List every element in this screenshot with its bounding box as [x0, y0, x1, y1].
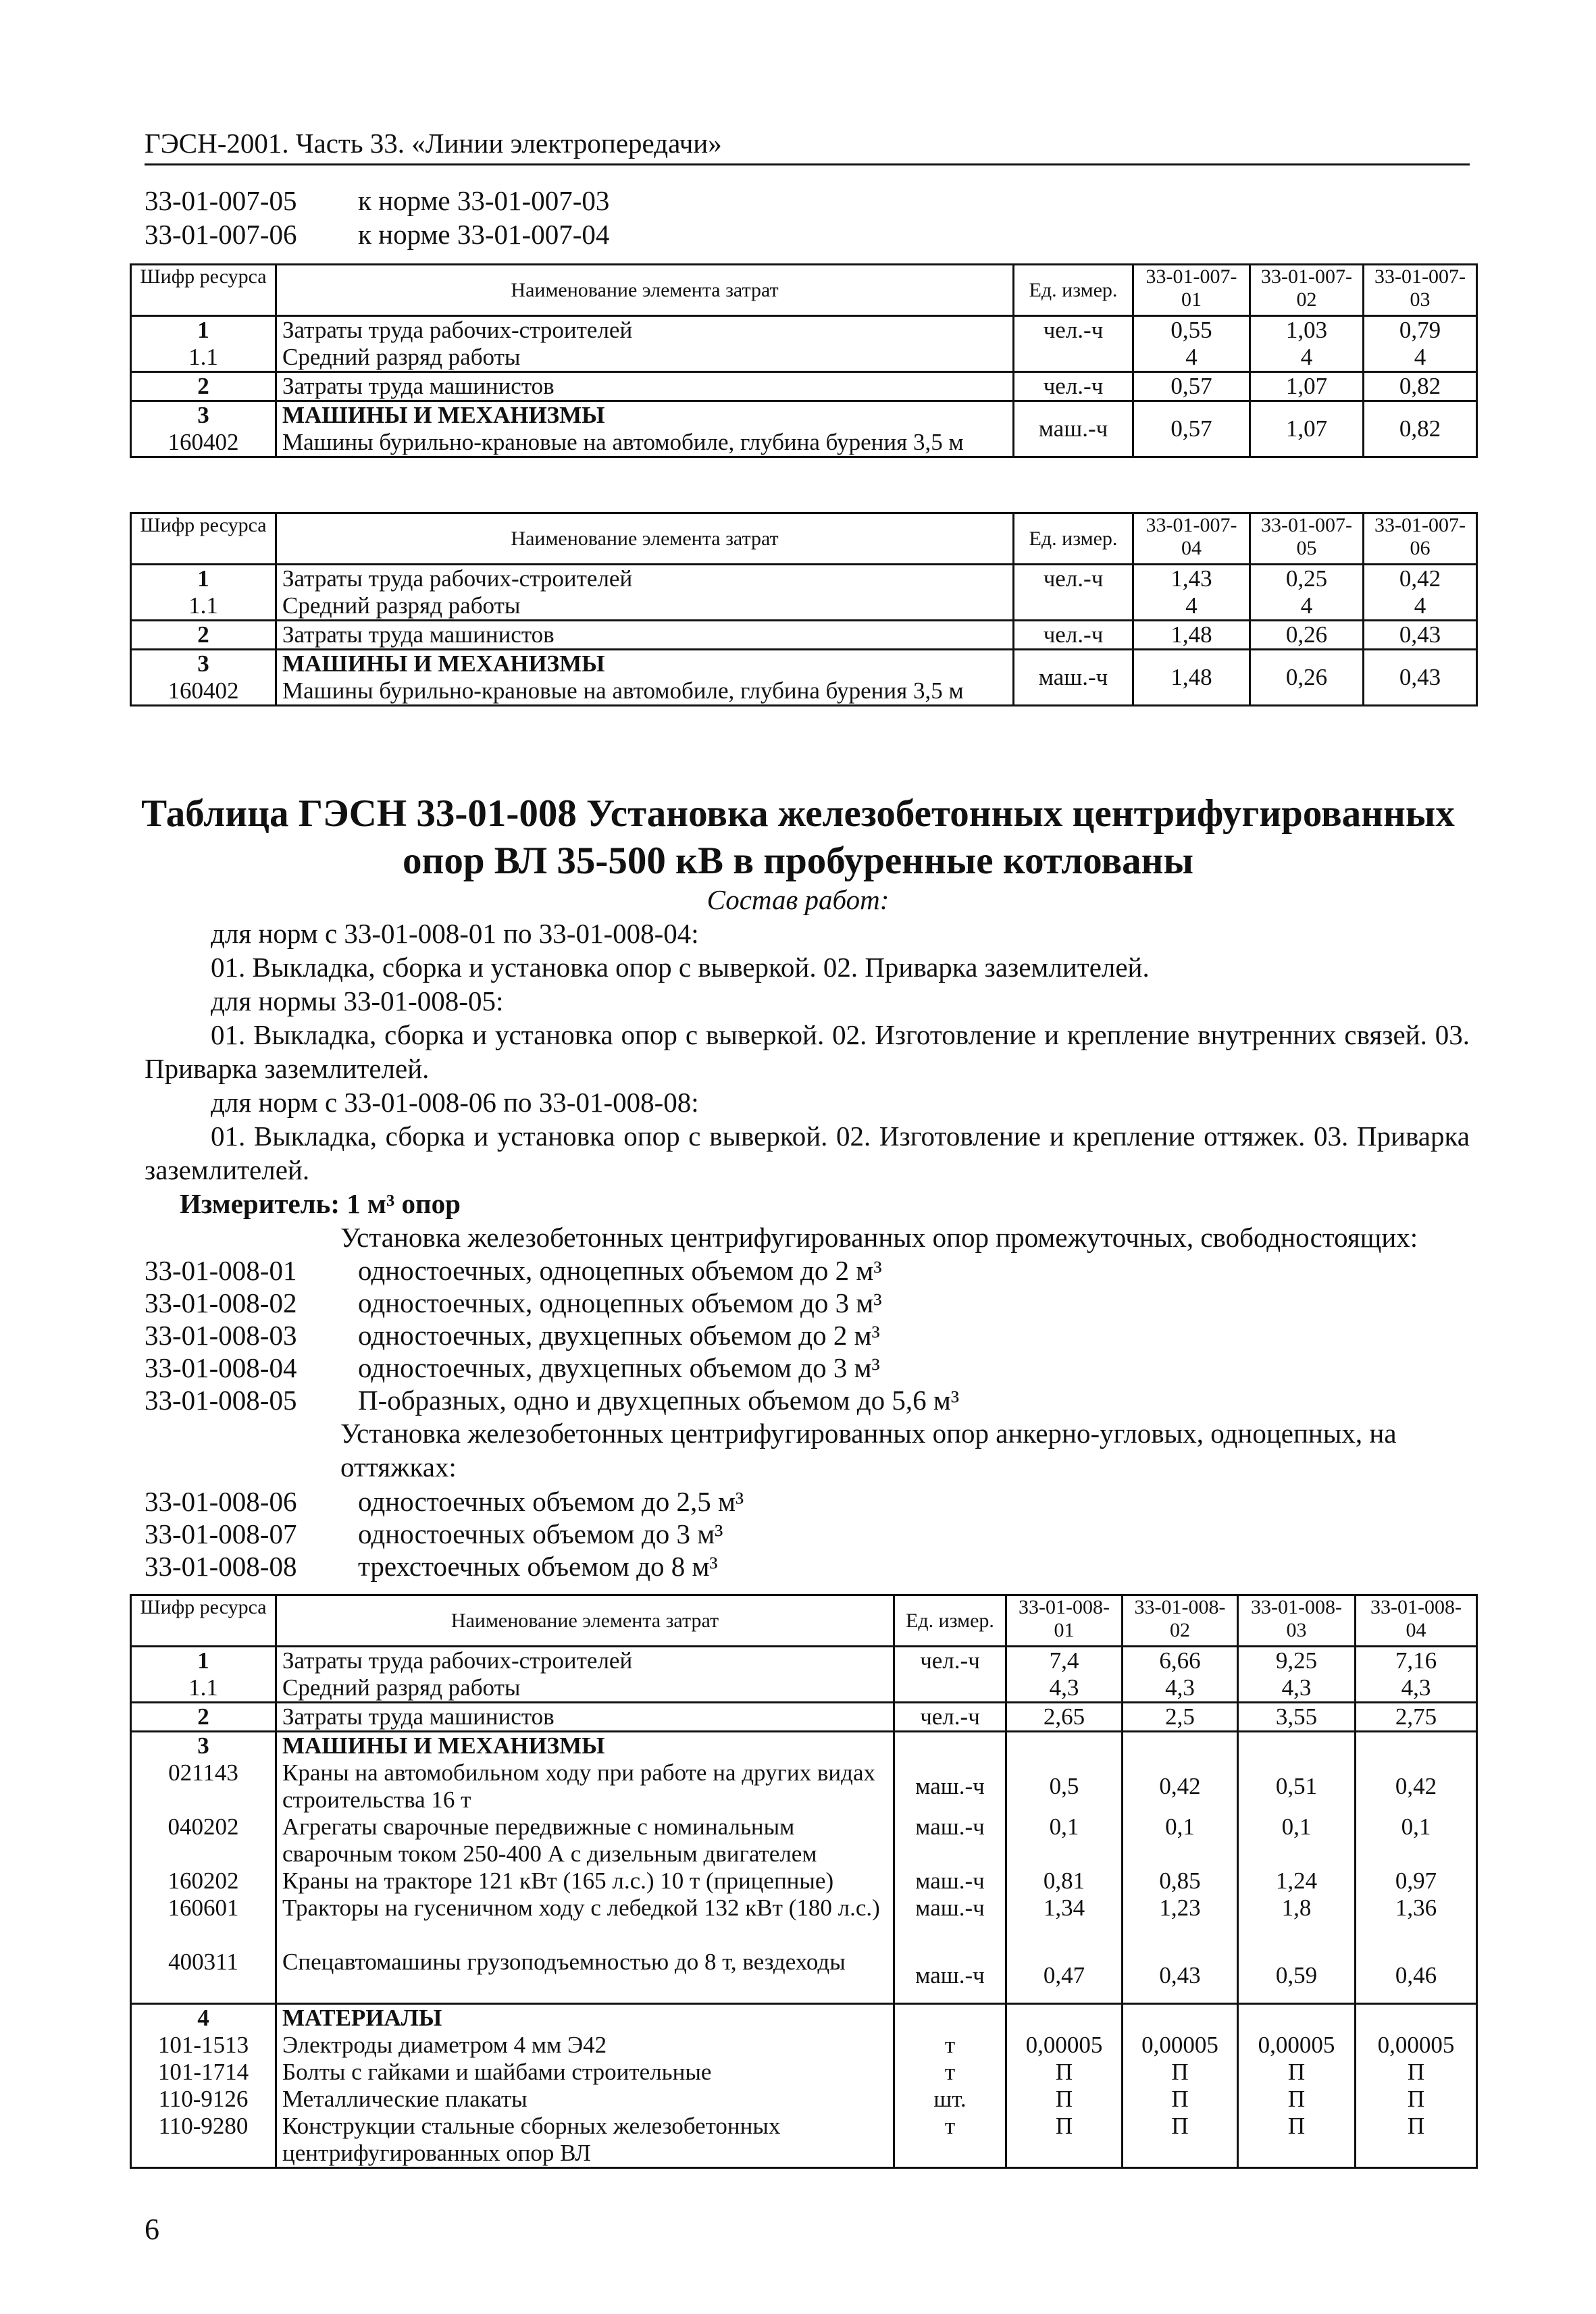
table-row: 3 021143 040202 160202 160601 400311 МАШИНЫ И МЕХАНИЗМЫ Краны на автомобильном ходу при работе на других видах строительства 16 т Агрегаты сварочные передвижные с номинальным сварочным током 250-400 А с дизельным двигателем Краны на тракторе 121 кВт (165 л.с.) 10 т (прицепные) Тракторы на гусеничном ходу с лебедкой 132 кВт (180 л.с.) Спецавтомашины грузоподъемностью до 8 т, вездеходы маш.-ч маш.-ч маш.-ч маш.-ч маш.-ч 0,5 0,1 0,81 1,34 0,47 0,42 0,1 0,85 1,23 0,43 0,51 0,1 1,24 1,8 0,59 0,42 0,1 0,97 1,36 0,46 — [131, 1732, 1477, 2004]
table-row: 3 160402 МАШИНЫ И МЕХАНИЗМЫ Машины бурильно-крановые на автомобиле, глубина бурения 3,5 м маш.-ч 1,48 0,26 0,43 — [131, 650, 1477, 706]
table-row: 4 101-1513 101-1714 110-9126 110-9280 МАТЕРИАЛЫ Электроды диаметром 4 мм Э42 Болты с гайками и шайбами строительные Металлические плакаты Конструкции стальные сборных железобетонных центрифугированных опор ВЛ т т шт. т 0,00005 П П П 0,00005 П П П 0,00005 П П П 0,00005 П П П — [131, 2004, 1477, 2168]
norm-item: 33-01-008-03 одностоечных, двухцепных объемом до 2 м³ — [145, 1320, 880, 1351]
header-row — [131, 265, 1477, 316]
measure-unit: Измеритель: 1 м³ опор — [180, 1188, 461, 1219]
norm-item: 33-01-008-02 одностоечных, одноцепных объемом до 3 м³ — [145, 1287, 882, 1318]
header-unit: Ед. измер. — [1014, 513, 1133, 565]
table-row: 1 1.1 Затраты труда рабочих-строителей Средний разряд работы чел.-ч 7,4 4,3 6,66 4,3 9,25 4,3 7,16 4,3 — [131, 1647, 1477, 1703]
header-name: Наименование элемента затрат — [276, 513, 1014, 565]
norms-table-2 — [130, 512, 1478, 706]
table-row: 1 1.1 Затраты труда рабочих-строителей Средний разряд работы чел.-ч 0,55 4 1,03 4 0,79 4 — [131, 316, 1477, 372]
table-row: 3 160402 МАШИНЫ И МЕХАНИЗМЫ Машины бурильно-крановые на автомобиле, глубина бурения 3,5 м маш.-ч 0,57 1,07 0,82 — [131, 401, 1477, 457]
header-norm: 33-01-007-01 — [1133, 265, 1250, 316]
reference-line: 33-01-007-05 к норме 33-01-007-03 — [145, 185, 610, 216]
header-name: Наименование элемента затрат — [276, 1595, 894, 1647]
composition-line: 01. Выкладка, сборка и установка опор с выверкой. 02. Изготовление и крепление оттяжек. 03. Приварка заземлителей. — [145, 1121, 1470, 1185]
header-norm: 33-01-007-06 — [1364, 513, 1477, 565]
composition-line: для норм с 33-01-008-01 по 33-01-008-04: — [211, 918, 699, 949]
table-row: 2 Затраты труда машинистов чел.-ч 1,48 0,26 0,43 — [131, 621, 1477, 650]
composition-line: для нормы 33-01-008-05: — [211, 985, 504, 1017]
header-norm: 33-01-008-04 — [1356, 1595, 1477, 1647]
table-title: Таблица ГЭСН 33-01-008 Установка железобетонных центрифугированных опор ВЛ 35-500 кВ в пробуренные котлованы — [141, 792, 1455, 882]
header-row — [131, 513, 1477, 565]
header-code: Шифр ресурса — [131, 513, 276, 565]
header-name: Наименование элемента затрат — [276, 265, 1014, 316]
page-number: 6 — [145, 2213, 159, 2246]
composition-heading: Состав работ: — [706, 884, 890, 915]
norm-item: 33-01-008-06 одностоечных объемом до 2,5 м³ — [145, 1486, 744, 1517]
header-norm: 33-01-007-02 — [1250, 265, 1364, 316]
reference-line: 33-01-007-06 к норме 33-01-007-04 — [145, 219, 610, 250]
norm-item: 33-01-008-07 одностоечных объемом до 3 м³ — [145, 1518, 723, 1549]
group-heading: Установка железобетонных центрифугированных опор анкерно-угловых, одноцепных, на оттяжках: — [340, 1418, 1397, 1483]
table-row: 2 Затраты труда машинистов чел.-ч 2,65 2,5 3,55 2,75 — [131, 1703, 1477, 1732]
header-norm: 33-01-007-04 — [1133, 513, 1250, 565]
header-norm: 33-01-007-03 — [1364, 265, 1477, 316]
norm-item: 33-01-008-05 П-образных, одно и двухцепных объемом до 5,6 м³ — [145, 1385, 960, 1416]
table-row: 2 Затраты труда машинистов чел.-ч 0,57 1,07 0,82 — [131, 372, 1477, 401]
table-row: 1 1.1 Затраты труда рабочих-строителей Средний разряд работы чел.-ч 1,43 4 0,25 4 0,42 4 — [131, 565, 1477, 621]
header-code: Шифр ресурса — [131, 1595, 276, 1647]
composition-line: 01. Выкладка, сборка и установка опор с выверкой. 02. Изготовление и крепление внутренних связей. 03. Приварка заземлителей. — [145, 1019, 1470, 1084]
running-header: ГЭСН-2001. Часть 33. «Линии электропередачи» — [145, 126, 1470, 165]
norms-table-1 — [130, 263, 1478, 458]
norms-table-3 — [130, 1594, 1478, 2169]
header-unit: Ед. измер. — [1014, 265, 1133, 316]
header-code: Шифр ресурса — [131, 265, 276, 316]
composition-line: 01. Выкладка, сборка и установка опор с выверкой. 02. Приварка заземлителей. — [211, 952, 1150, 983]
norm-item: 33-01-008-08 трехстоечных объемом до 8 м³ — [145, 1551, 718, 1582]
header-row — [131, 1595, 1477, 1647]
group-heading: Установка железобетонных центрифугированных опор промежуточных, свободностоящих: — [340, 1222, 1418, 1253]
header-norm: 33-01-007-05 — [1250, 513, 1364, 565]
header-norm: 33-01-008-01 — [1006, 1595, 1123, 1647]
header-norm: 33-01-008-03 — [1238, 1595, 1356, 1647]
composition-line: для норм с 33-01-008-06 по 33-01-008-08: — [211, 1087, 699, 1118]
header-norm: 33-01-008-02 — [1123, 1595, 1238, 1647]
header-unit: Ед. измер. — [894, 1595, 1006, 1647]
norm-item: 33-01-008-04 одностоечных, двухцепных объемом до 3 м³ — [145, 1352, 880, 1383]
norm-item: 33-01-008-01 одностоечных, одноцепных объемом до 2 м³ — [145, 1255, 882, 1286]
